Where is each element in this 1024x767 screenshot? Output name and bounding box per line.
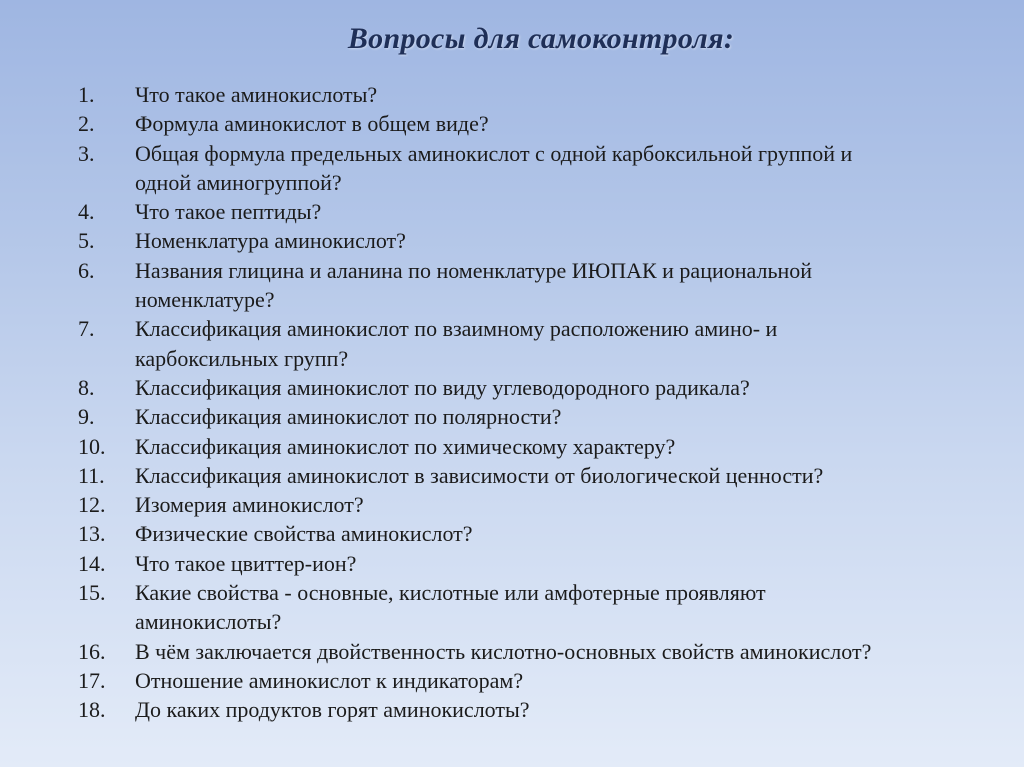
question-item: [78, 519, 1008, 548]
question-number: 3.: [78, 140, 95, 166]
question-number: 2.: [78, 111, 95, 137]
question-text-line: номенклатуре?: [135, 287, 275, 313]
question-item: [78, 139, 1008, 198]
question-text: [135, 402, 1008, 431]
question-number: 11.: [78, 462, 105, 488]
question-number: 7.: [78, 316, 95, 342]
question-number: 15.: [78, 580, 106, 606]
question-text-line: Классификация аминокислот по полярности?: [135, 404, 562, 430]
question-text: [135, 549, 1008, 578]
question-item: [78, 373, 1008, 402]
question-number: 10.: [78, 433, 106, 459]
question-text: [135, 80, 1008, 109]
question-text: [135, 109, 1008, 138]
question-text-line: Изомерия аминокислот?: [135, 492, 364, 518]
question-item: [78, 432, 1008, 461]
question-item: [78, 109, 1008, 138]
question-text-line: В чём заключается двойственность кислотно-основных свойств аминокислот?: [135, 638, 872, 664]
question-text-line: Формула аминокислот в общем виде?: [135, 111, 489, 137]
question-item: [78, 490, 1008, 519]
question-item: [78, 695, 1008, 724]
question-text-line: Общая формула предельных аминокислот с одной карбоксильной группой и: [135, 140, 853, 166]
question-number: 4.: [78, 199, 95, 225]
question-number: 17.: [78, 667, 106, 693]
slide-title: Вопросы для самоконтроля:: [347, 22, 735, 55]
question-item: [78, 256, 1008, 315]
question-text-line: Классификация аминокислот в зависимости от биологической ценности?: [135, 462, 824, 488]
question-number: 1.: [78, 82, 95, 107]
question-item: [78, 80, 1008, 109]
question-number: 8.: [78, 374, 95, 400]
question-text-line: Что такое аминокислоты?: [135, 82, 378, 107]
question-number: 13.: [78, 521, 106, 547]
question-text-line: Что такое цвиттер-ион?: [135, 550, 357, 576]
question-number: 5.: [78, 228, 95, 254]
question-item: [78, 314, 1008, 373]
question-text-line: аминокислоты?: [135, 609, 282, 635]
question-text: [135, 197, 1008, 226]
question-text: [135, 519, 1008, 548]
question-text: [135, 373, 1008, 402]
question-text-line: До каких продуктов горят аминокислоты?: [135, 697, 530, 723]
question-item: [78, 461, 1008, 490]
question-text-line: Классификация аминокислот по химическому характеру?: [135, 433, 676, 459]
question-item: [78, 197, 1008, 226]
question-text: [135, 461, 1008, 490]
question-text: [135, 139, 1008, 198]
question-text-line: Названия глицина и аланина по номенклатуре ИЮПАК и рациональной: [135, 257, 813, 283]
question-list: [78, 80, 1008, 725]
question-number: 12.: [78, 492, 106, 518]
question-text-line: Какие свойства - основные, кислотные или амфотерные проявляют: [135, 580, 766, 606]
question-text-line: Отношение аминокислот к индикаторам?: [135, 667, 524, 693]
question-item: [78, 666, 1008, 695]
question-text: [135, 490, 1008, 519]
question-item: [78, 226, 1008, 255]
question-text: [135, 314, 1008, 373]
question-item: [78, 637, 1008, 666]
question-text-line: одной аминогруппой?: [135, 169, 342, 195]
question-text-line: Классификация аминокислот по взаимному расположению амино- и: [135, 316, 778, 342]
question-number: 9.: [78, 404, 95, 430]
question-text: [135, 432, 1008, 461]
question-item: [78, 578, 1008, 637]
question-item: [78, 402, 1008, 431]
question-item: [78, 549, 1008, 578]
question-text: [135, 637, 1008, 666]
question-number: 6.: [78, 257, 95, 283]
question-text-line: Номенклатура аминокислот?: [135, 228, 406, 254]
question-text: [135, 666, 1008, 695]
question-number: 16.: [78, 638, 106, 664]
question-text: [135, 578, 1008, 637]
question-text-line: Физические свойства аминокислот?: [135, 521, 473, 547]
question-text-line: Классификация аминокислот по виду углеводородного радикала?: [135, 374, 750, 400]
question-text-line: карбоксильных групп?: [135, 345, 349, 371]
question-number: 18.: [78, 697, 106, 723]
question-text-line: Что такое пептиды?: [135, 199, 322, 225]
question-text: [135, 256, 1008, 315]
question-text: [135, 695, 1008, 724]
question-number: 14.: [78, 550, 106, 576]
question-text: [135, 226, 1008, 255]
